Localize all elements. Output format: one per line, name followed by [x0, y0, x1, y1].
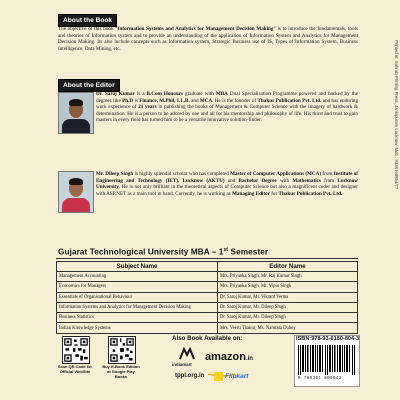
table-title-rule — [56, 258, 358, 259]
editor2-photo — [58, 171, 94, 213]
subject-cell: Essentials of Organisational Behaviour — [57, 292, 218, 302]
available-on-label: Also Book Available on: — [172, 335, 243, 342]
editor-cell: Mrs. Veeru Thakur, Ms. Namrata Dubey — [218, 323, 358, 333]
printer-info-text: Printed at: Sohrab Printing Press, Jankipuram Lucknow. Mob.: 9336168854/77 — [394, 40, 399, 190]
col-subject-header: Subject Name — [57, 262, 218, 272]
qr-code-icon — [63, 337, 89, 363]
table-row — [57, 282, 358, 292]
tppl-link[interactable]: tppl.org.in — [175, 373, 205, 379]
qr1-caption: Scan QR Code for Official WebSite — [57, 364, 93, 374]
table-row — [57, 313, 358, 323]
indiamart-label: indiamart — [172, 362, 192, 367]
table-row — [57, 323, 358, 333]
qr2-caption: Buy E-Book Edition at Google Play Books — [102, 364, 140, 379]
editor-cell: Mrs. Priyanka Singh, Mr. Vipin Singh — [218, 282, 358, 292]
qr-code-icon — [109, 337, 135, 363]
website-qr-code[interactable] — [62, 336, 90, 364]
barcode-digits: 9 789361 808043 — [298, 377, 342, 381]
editor-cell: Dr. Saroj Kumar, Mr. Dileep Singh — [218, 302, 358, 312]
ebook-qr-code[interactable] — [108, 336, 136, 364]
subject-cell: Business Statistics — [57, 313, 218, 323]
editor1-photo — [58, 92, 94, 134]
subject-cell: Information Systems and Analytics for Management Decision Making — [57, 302, 218, 312]
table-row — [57, 292, 358, 302]
subject-cell: Indian Knowledge Systems — [57, 323, 218, 333]
about-book-heading: About the Book — [58, 14, 117, 27]
table-title: Gujarat Technological University MBA – 1st Semester — [58, 247, 269, 257]
subject-cell: Economics for Managers — [57, 282, 218, 292]
editor-cell: Dr. Saroj Kumar, Mr. Dileep Singh — [218, 313, 358, 323]
editor-cell: Mrs. Priyanka Singh, Mr. Raj Kumar Singh — [218, 272, 358, 282]
editor1-bio: Dr. Saroj Kumar is a B.Com Honours graduate with MBA Dual Specialisation Programme powered and backed by the degrees like Ph.D is Finance, M.Phil, LL.B. and MCA. He is the founder of Thakur Publication Pvt. Ltd. and has enduring work experience of 21 years in publishing the books of Management & Computer Science with the imagery of hardwork & determination. He is a person to be adored by one and all for his mentorship and philosophy of life. His thirst and trust to gain masters in every field has turned him to be a versatile innovative solution-finder. — [96, 91, 359, 123]
table-row — [57, 272, 358, 282]
flipkart-label: Flipkart — [225, 373, 249, 380]
col-editor-header: Editor Name — [218, 262, 358, 272]
editor-cell: Dr. Saroj Kumar, Mr. Vikrant Verma — [218, 292, 358, 302]
table-row — [57, 302, 358, 312]
flipkart-logo-icon — [214, 372, 223, 381]
subject-cell: Management Accounting — [57, 272, 218, 282]
barcode-icon — [298, 345, 356, 375]
amazon-smile-icon — [207, 364, 237, 368]
indiamart-logo-icon — [176, 347, 198, 361]
about-book-text: The objective of this book “Information Systems and Analytics for Management Decision Making” is to introduce the fundamentals, tools and theories of Information system and to provide an understanding of the application of Information System and Analytics for Management Decision Making. Its also include concepts such as Information system, Strategic Business use of IS, Types of Information System, Business Intelligence, Data Mining, etc. — [58, 26, 359, 52]
about-editor-heading: About the Editor — [58, 79, 120, 92]
isbn-label: ISBN:978-93-6180-804-3 — [296, 336, 360, 342]
editor2-bio: Mr. Dileep Singh is highly splendid scholar who has completed Master of Computer Applications (MCA) from Institute of Engineering and Technology (IET), Lucknow (AKTU) and Bachelor Degree with Mathematics from Lucknow University. He is not only brilliant in the theoretical aspects of Computer Science but also a magnificent coder and designer with ASP.NET as a main tool in hand. Currently, he is working as Managing Editor for Thakur Publication Pvt. Ltd. — [96, 171, 358, 197]
amazon-logo: amazon.in — [205, 351, 253, 363]
syllabus-table — [56, 261, 358, 334]
